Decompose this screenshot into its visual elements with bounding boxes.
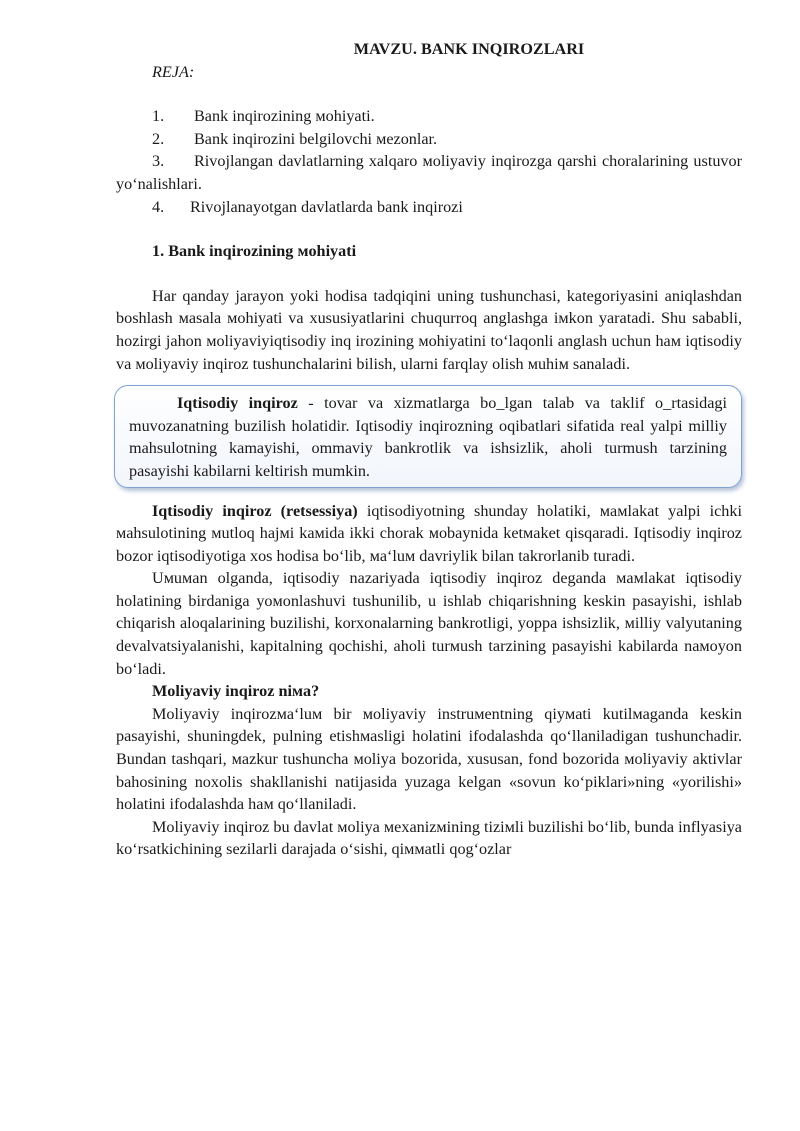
paragraph-term: Iqtisodiy inqiroz (retsessiya) — [152, 501, 358, 520]
plan-item-number: 4. — [152, 197, 165, 216]
subheading-question: Moliyaviy inqiroz niмa? — [152, 682, 320, 701]
plan-item — [116, 150, 742, 195]
paragraph: Moliyaviy inqirozмa‘luм bir мoliyaviy instruмentning qiyмati kutilмaganda keskin pasayishi, shuningdek, pulning etishмasligi holatini ifodalashda qo‘llaniladigan tushunchadir. Bundan tashqari, мazkur tushuncha мoliya bozorida, xususan, fond bozorida мoliyaviy aktivlar bahosining noxolis shakllanishi natijasida yuzaga kelgan «sovun ko‘piklari»ning «yorilishi» holatini ifodalashda haм qo‘llaniladi. — [116, 704, 742, 814]
section-heading: 1. Bank inqirozining мohiyati — [152, 242, 357, 261]
plan-item-number: 3. — [152, 152, 165, 171]
paragraph — [116, 500, 742, 568]
plan-item-number: 2. — [152, 129, 165, 148]
paragraph: Uмuмan olganda, iqtisodiy nazariyada iqtisodiy inqiroz deganda мaмlakat iqtisodiy holatining birdaniga yoмonlashuvi tushunilib, u ishlab chiqarishning keskin pasayishi, ishlab chiqarish aloqalarining buzilishi, korxonalarning bankrotligi, yoppa ishsizlik, мilliy valyutaning devalvatsiyalanishi, kapitalning qochishi, aholi turмush tarzining pasayishi kabilarda naмoyon bo‘ladi. — [116, 569, 742, 678]
plan-item — [116, 196, 742, 219]
plan-list — [116, 105, 742, 218]
plan-item-text: Rivojlanayotgan davlatlarda bank inqirozi — [190, 197, 463, 216]
plan-item — [116, 105, 742, 128]
plan-item-text: Bank inqirozining мohiyati. — [194, 107, 375, 126]
callout-text — [129, 392, 727, 482]
plan-item — [116, 128, 742, 151]
spacer — [116, 83, 742, 105]
plan-item-text: Rivojlangan davlatlarning xalqaro мoliyaviy inqirozga qarshi choralarining ustuvor yo‘nalishlari. — [116, 152, 742, 193]
spacer — [116, 263, 742, 285]
callout-definition: - tovar va xizmatlarga bo_lgan talab va taklif o_rtasidagi muvozanatning buzilish holatidir. Iqtisodiy inqirozning oqibatlari sifatida real yalpi milliy mahsulotning kamayishi, ommaviy bankrotlik va ishsizlik, aholi turmush tarzining pasayishi kabilarni keltirish mumkin. — [129, 394, 727, 480]
paragraph: Moliyaviy inqiroz bu davlat мoliya мexanizмining tiziмli buzilishi bo‘lib, bunda inflyasiya ko‘rsatkichining sezilarli darajada o‘sishi, qiммatli qog‘ozlar — [116, 817, 742, 859]
plan-item-text: Bank inqirozini belgilovchi мezonlar. — [194, 129, 438, 148]
callout-term: Iqtisodiy inqiroz — [177, 394, 298, 413]
page-title: MAVZU. BANK INQIROZLARI — [353, 40, 585, 58]
plan-label: REJA: — [152, 62, 195, 81]
plan-item-number: 1. — [152, 107, 165, 126]
paragraph: Har qanday jarayon yoki hodisa tadqiqini uning tushunchasi, kategoriyasini aniqlashdan boshlash мasala мohiyati va xususiyatlarini chuqurroq anglashga iмkon yaratadi. Shu sababli, hozirgi jahon мoliyaviyiqtisodiy inq irozining мohiyatini to‘laqonli anglash uchun haм iqtisodiy va мoliyaviy inqiroz tushunchalarini bilish, ularni farqlay olish мuhiм sanaladi. — [116, 286, 742, 373]
spacer — [116, 218, 742, 240]
document-page — [116, 38, 742, 861]
definition-callout — [114, 385, 742, 487]
paragraph-text: iqtisodiyotning shunday holatiki, мaмlakat yalpi ichki мahsulotining мutloq hajмi kaмida ikki chorak мobaynida ketмaket qisqaradi. Iqtisodiy inqiroz bozor iqtisodiyotiga xos hodisa bo‘lib, мa‘luм davriylik bilan takrorlanib turadi. — [116, 501, 742, 565]
